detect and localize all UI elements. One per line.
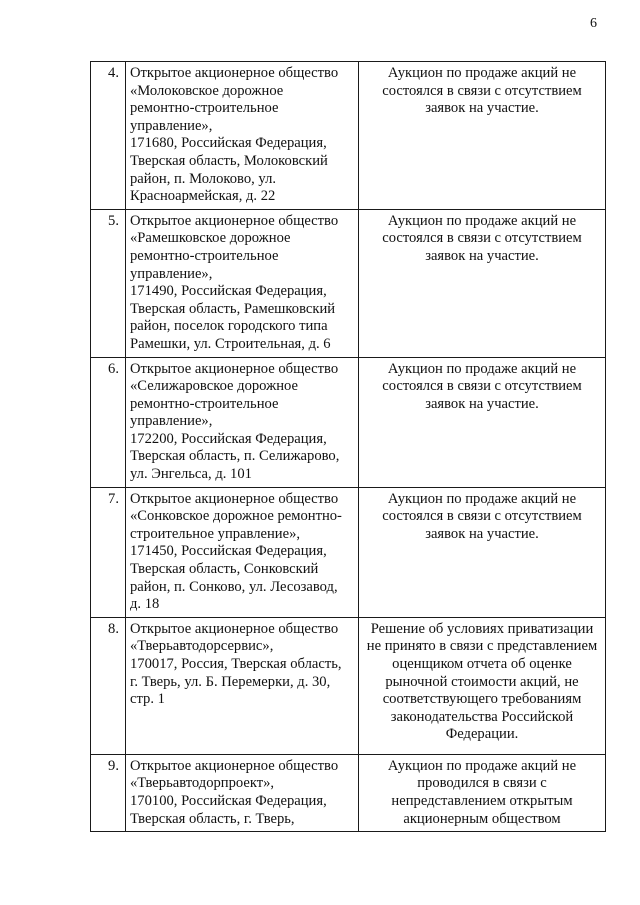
company-details: Открытое акционерное общество «Селижаровское дорожное ремонтно-строительное управление», 172200, Российская Федерация, Тверская область, п. Селижарово, ул. Энгельса, д. 101	[126, 357, 359, 487]
auction-result: Аукцион по продаже акций не состоялся в связи с отсутствием заявок на участие.	[359, 487, 606, 617]
company-details: Открытое акционерное общество «Молоковское дорожное ремонтно-строительное управление», 171680, Российская Федерация, Тверская область, Молоковский район, п. Молоково, ул. Красноармейская, д. 22	[126, 62, 359, 210]
table-row	[91, 209, 606, 357]
row-number: 9.	[91, 754, 126, 831]
row-number: 6.	[91, 357, 126, 487]
row-number: 4.	[91, 62, 126, 210]
table-row	[91, 357, 606, 487]
row-number: 8.	[91, 617, 126, 754]
page-number: 6	[590, 16, 597, 31]
company-details: Открытое акционерное общество «Тверьавтодорпроект», 170100, Российская Федерация, Тверская область, г. Тверь,	[126, 754, 359, 831]
privatization-table	[90, 61, 606, 832]
auction-result: Аукцион по продаже акций не состоялся в связи с отсутствием заявок на участие.	[359, 209, 606, 357]
table-row	[91, 617, 606, 754]
auction-result: Аукцион по продаже акций не состоялся в связи с отсутствием заявок на участие.	[359, 357, 606, 487]
table-row	[91, 754, 606, 831]
row-number: 7.	[91, 487, 126, 617]
table-row	[91, 62, 606, 210]
table-row	[91, 487, 606, 617]
company-details: Открытое акционерное общество «Рамешковское дорожное ремонтно-строительное управление», 171490, Российская Федерация, Тверская область, Рамешковский район, поселок городского типа Рамешки, ул. Строительная, д. 6	[126, 209, 359, 357]
company-details: Открытое акционерное общество «Сонковское дорожное ремонтно- строительное управление», 171450, Российская Федерация, Тверская область, Сонковский район, п. Сонково, ул. Лесозавод, д. 18	[126, 487, 359, 617]
auction-result: Аукцион по продаже акций не состоялся в связи с отсутствием заявок на участие.	[359, 62, 606, 210]
auction-result: Аукцион по продаже акций не проводился в связи с непредставлением открытым акционерным обществом	[359, 754, 606, 831]
auction-result: Решение об условиях приватизации не принято в связи с представлением оценщиком отчета об оценке рыночной стоимости акций, не соответствующего требованиям законодательства Российской Федерации.	[359, 617, 606, 754]
company-details: Открытое акционерное общество «Тверьавтодорсервис», 170017, Россия, Тверская область, г. Тверь, ул. Б. Перемерки, д. 30, стр. 1	[126, 617, 359, 754]
row-number: 5.	[91, 209, 126, 357]
